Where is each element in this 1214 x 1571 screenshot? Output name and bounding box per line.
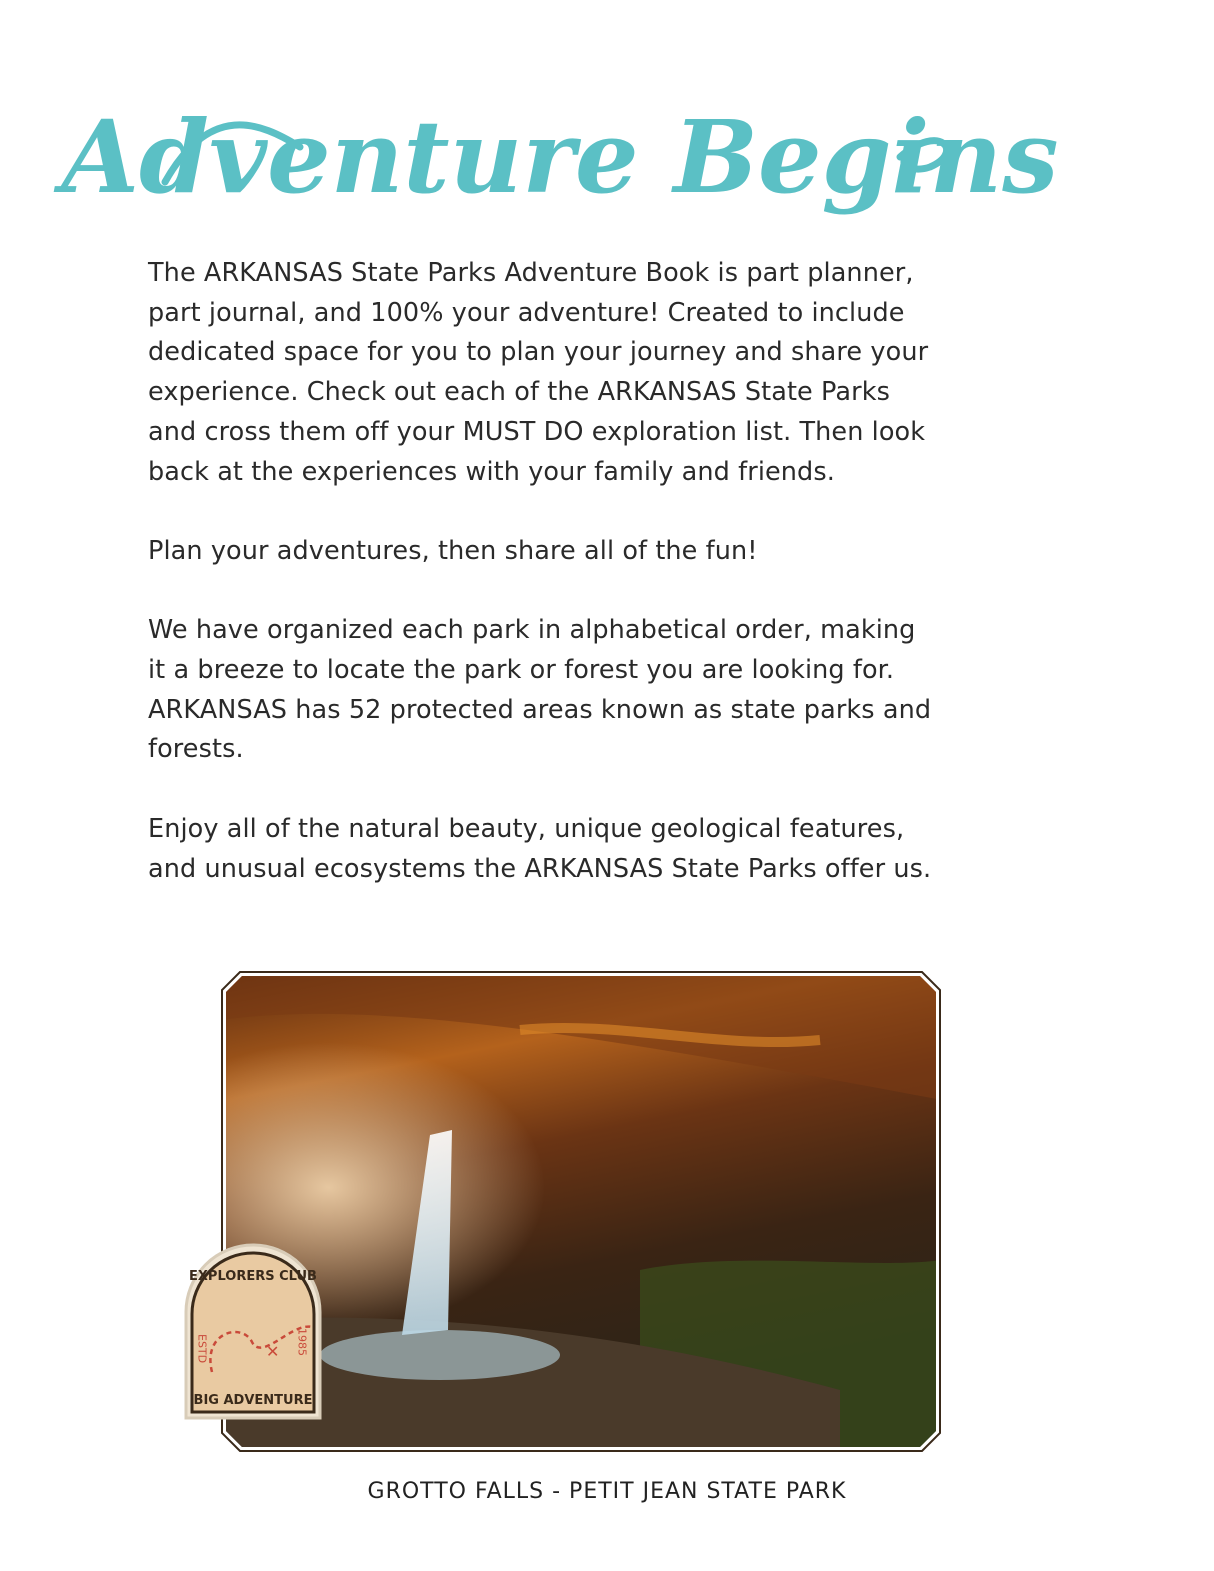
paragraph [148,532,1048,572]
text-line: forests. [148,734,244,765]
paragraph [148,611,1048,770]
paragraph [148,810,1048,889]
text-line: The ARKANSAS State Parks Adventure Book is part planner, [148,258,914,288]
text-line: Enjoy all of the natural beauty, unique geological features, [148,813,905,844]
title-script [61,62,1059,232]
text-line: and cross them off your MUST DO exploration list. Then look [148,416,926,447]
page-title: Adventure Begins [61,98,1059,216]
text-line: We have organized each park in alphabetical order, making [148,615,916,646]
paragraph [148,254,1048,492]
photo-caption: GROTTO FALLS - PETIT JEAN STATE PARK [367,1479,847,1504]
explorers-club-badge [182,1242,324,1422]
svg-text:✕: ✕ [266,1342,280,1361]
text-line: Plan your adventures, then share all of the fun! [148,535,758,566]
text-line: and unusual ecosystems the ARKANSAS State Parks offer us. [148,853,932,884]
badge-estd-text: ESTD [195,1334,209,1364]
badge-bottom-text: BIG ADVENTURE [193,1393,313,1408]
text-line: dedicated space for you to plan your journey and share your [148,337,929,368]
text-line: ARKANSAS has 52 protected areas known as state parks and [148,694,932,725]
text-line: it a breeze to locate the park or forest you are looking for. [148,655,895,685]
text-line: back at the experiences with your family and friends. [148,456,835,487]
badge-year-text: 1985 [295,1328,309,1356]
grotto-falls-photo [220,970,942,1453]
badge-top-text: EXPLORERS CLUB [189,1269,317,1284]
intro-text [148,254,1048,929]
text-line: experience. Check out each of the ARKANSAS State Parks [148,377,890,408]
text-line: part journal, and 100% your adventure! Created to include [148,297,905,328]
